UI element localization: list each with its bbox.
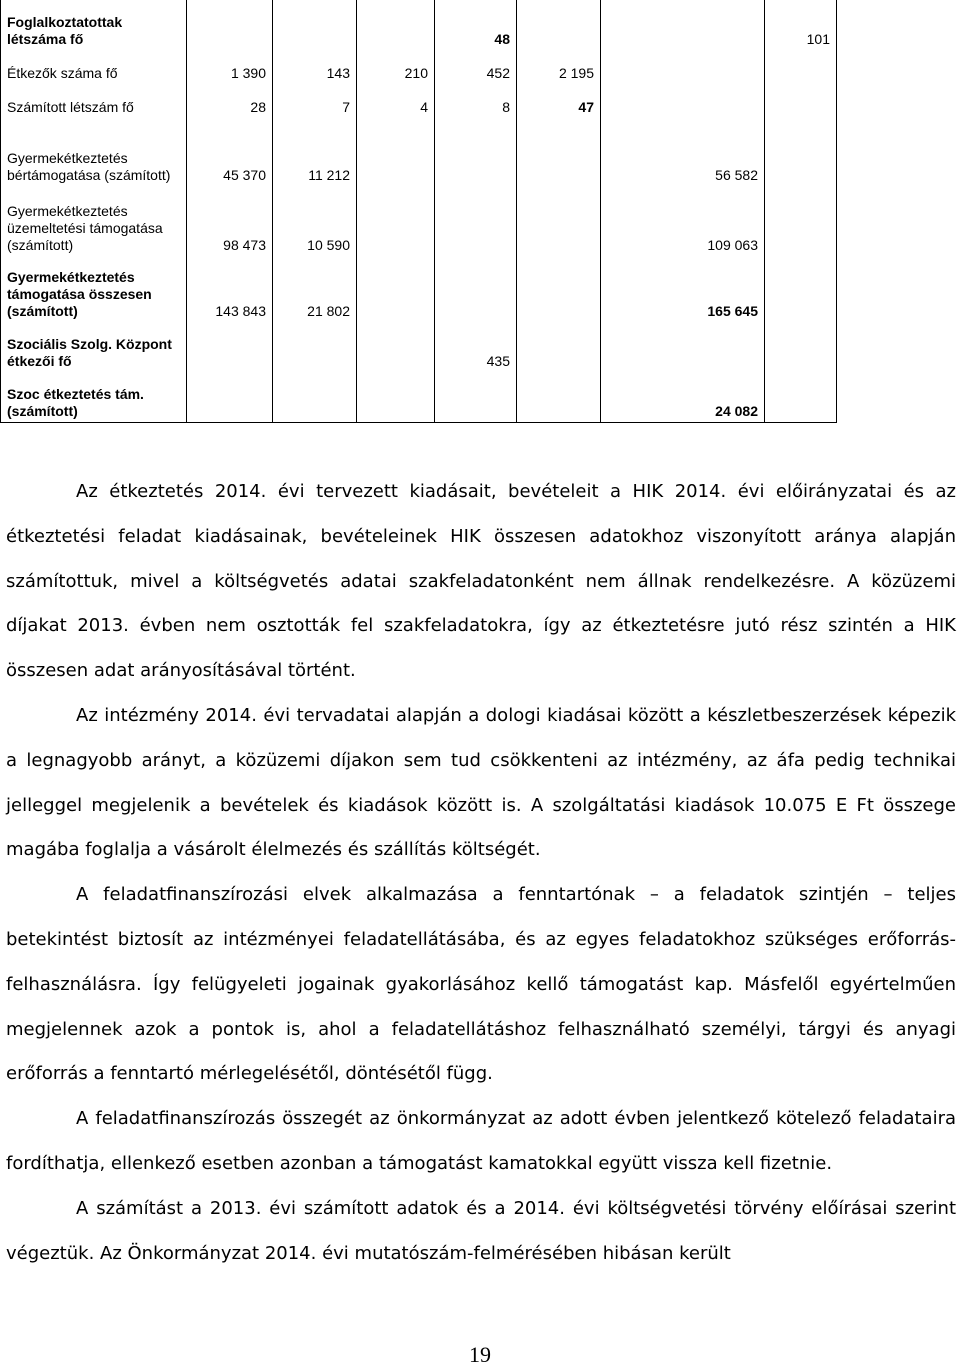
table-cell: 45 370 [187,118,273,186]
table-cell [357,118,435,186]
table-cell: 10 590 [273,186,357,256]
table-cell [357,0,435,50]
row-label: Foglalkoztatottak létszáma fő [1,0,187,50]
table-cell: 8 [435,84,517,118]
table-cell [357,372,435,422]
table-cell [273,322,357,372]
table-cell: 210 [357,50,435,84]
table-cell: 47 [517,84,601,118]
table-cell: 2 195 [517,50,601,84]
row-label: Szoc étkeztetés tám. (számított) [1,372,187,422]
table-cell: 28 [187,84,273,118]
table-cell: 1 390 [187,50,273,84]
table-cell: 4 [357,84,435,118]
table-cell: 452 [435,50,517,84]
table-cell: 48 [435,0,517,50]
table-cell [187,322,273,372]
table-cell [601,50,765,84]
table-cell [273,372,357,422]
paragraph-2: Az intézmény 2014. évi tervadatai alapján a dologi kiadásai között a készletbeszerzések képezik a legnagyobb arányt, a közüzemi díjakon sem tud csökkenteni az intézmény, az áfa pedig technikai jelleggel megjelenik a bevételek és kiadások között is. A szolgáltatási kiadások 10.075 E Ft összege magába foglalja a vásárolt élelmezés és szállítás költségét. [6,704,956,861]
table-cell: 109 063 [601,186,765,256]
table-cell [765,372,837,422]
row-label: Számított létszám fő [1,84,187,118]
paragraph-4: A feladatfinanszírozás összegét az önkormányzat az adott évben jelentkező kötelező feladataira fordíthatja, ellenkező esetben azonban a támogatást kamatokkal együtt vissza kell fizetnie. [6,1108,956,1174]
table-cell [187,372,273,422]
table-cell [357,256,435,322]
table-cell [435,186,517,256]
table-cell [601,84,765,118]
table-cell [517,372,601,422]
page-number: 19 [469,1342,491,1367]
financing-table [0,0,837,423]
table-cell: 98 473 [187,186,273,256]
table-cell [357,322,435,372]
paragraph-3: A feladatfinanszírozási elvek alkalmazása a fenntartónak – a feladatok szintjén – teljes betekintést biztosít az intézményei feladatellátásába, és az egyes feladatokhoz szükséges erőforrás-felhasználásra. Így felügyeleti jogainak gyakorlásához kellő támogatást kap. Másfelől egyértelműen megjelennek azok a pontok is, ahol a feladatellátáshoz felhasználható személyi, tárgyi és anyagi erőforrás a fenntartó mérlegelésétől, döntésétől függ. [6,884,956,1085]
table-row [1,186,837,256]
table-cell [357,186,435,256]
table-cell [765,50,837,84]
table-cell: 165 645 [601,256,765,322]
table-cell [601,0,765,50]
table-row [1,372,837,422]
table-cell [273,0,357,50]
table-cell: 56 582 [601,118,765,186]
row-label: Étkezők száma fő [1,50,187,84]
table-cell: 11 212 [273,118,357,186]
table-cell [435,118,517,186]
table-cell: 435 [435,322,517,372]
table-row [1,50,837,84]
table-cell [517,256,601,322]
table-row [1,322,837,372]
table-cell [187,0,273,50]
table-cell: 21 802 [273,256,357,322]
table-cell [517,118,601,186]
paragraph-1: Az étkeztetés 2014. évi tervezett kiadásait, bevételeit a HIK 2014. évi előirányzatai és az étkeztetési feladat kiadásainak, bevételeinek HIK összesen adatokhoz viszonyított aránya alapján számítottuk, mivel a költségvetés adatai szakfeladatonként nem állnak rendelkezésre. A közüzemi díjakat 2013. évben nem osztották fel szakfeladatokra, így az étkeztetésre jutó rész szintén a HIK összesen adat arányosításával történt. [6,481,956,682]
table-cell [765,322,837,372]
table-cell [765,84,837,118]
table-cell [517,186,601,256]
table-row [1,0,837,50]
table-row [1,256,837,322]
table-cell: 24 082 [601,372,765,422]
table-cell: 7 [273,84,357,118]
table-cell [435,372,517,422]
paragraph-5: A számítást a 2013. évi számított adatok és a 2014. évi költségvetési törvény előírásai szerint végeztük. Az Önkormányzat 2014. évi mutatószám-felmérésében hibásan került [6,1197,956,1264]
table-cell [765,118,837,186]
row-label: Gyermekétkeztetés üzemeltetési támogatása (számított) [1,186,187,256]
row-label: Gyermekétkeztetés bértámogatása (számított) [1,118,187,186]
table-row [1,118,837,186]
table-cell [765,256,837,322]
table-cell [517,0,601,50]
table-cell [601,322,765,372]
table-cell [765,186,837,256]
table-cell [435,256,517,322]
table-body [1,0,837,422]
table-cell: 143 843 [187,256,273,322]
row-label: Gyermekétkeztetés támogatása összesen (számított) [1,256,187,322]
row-label: Szociális Szolg. Központ étkezői fő [1,322,187,372]
table-cell: 143 [273,50,357,84]
table-cell [517,322,601,372]
table-cell: 101 [765,0,837,50]
table-row [1,84,837,118]
body-text [6,470,956,1276]
